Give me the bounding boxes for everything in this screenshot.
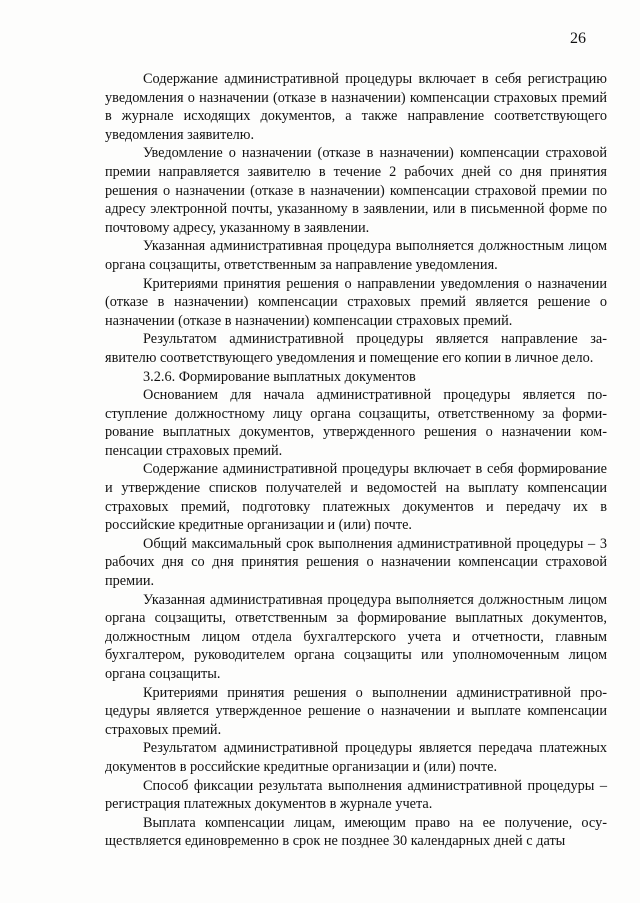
paragraph: Общий максимальный срок выполнения административной процедуры – 3 рабочих дня со дня принятия решения о назначении компенсации страховой премии. bbox=[105, 535, 607, 590]
paragraph: Критериями принятия решения о направлении уведомления о назначении (отказе в назначении) компенсации страховых премий является решение о назначении (отказе в назначении) компенсации страховых премий. bbox=[105, 275, 607, 329]
paragraph: Указанная административная процедура выполняется должностным лицом органа соцзащиты, ответственным за направление уведомления. bbox=[105, 238, 607, 273]
paragraph: Содержание административной процедуры включает в себя формирование и утверждение списков получателей и ведомостей на выплату компенсации страховых премий, подготовку платежных документов и передачу их в российские кредитные организации и (или) почте. bbox=[105, 461, 607, 534]
paragraph: Содержание административной процедуры включает в себя регистрацию уведомления о назначении (отказе в назначении) компенсации страховых премий в журнале исходящих документов, а также направление соответствующего уведомления заявителю. bbox=[105, 71, 607, 143]
paragraph: Критериями принятия решения о выполнении административной процедуры является утвержденное решение о назначении и выплате компенсации страховых премий. bbox=[105, 684, 607, 738]
document-body bbox=[105, 70, 607, 851]
paragraph: Выплата компенсации лицам, имеющим право на ее получение, осуществляется единовременно в срок не позднее 30 календарных дней с даты bbox=[105, 814, 607, 850]
page-number: 26 bbox=[570, 30, 586, 47]
paragraph: Указанная административная процедура выполняется должностным лицом органа соцзащиты, ответственным за формирование выплатных документов, должностным лицом отдела бухгалтерского учета и отчетности, главным бухгалтером, руководителем органа соцзащиты или уполномоченным лицом органа соцзащиты. bbox=[105, 591, 607, 682]
paragraph: Уведомление о назначении (отказе в назначении) компенсации страховой премии направляется заявителю в течение 2 рабочих дней со дня принятия решения о назначении (отказе в назначении) компенсации страховой премии по адресу электронной почты, указанному в заявлении, или в письменной форме по почтовому адресу, указанному в заявлении. bbox=[105, 145, 607, 236]
paragraph: Результатом административной процедуры является передача платежных документов в российские кредитные организации и (или) почте. bbox=[105, 740, 607, 775]
paragraph: Основанием для начала административной процедуры является поступление должностному лицу органа соцзащиты, ответственному за формирование выплатных документов, утвержденного решения о назначении компенсации страховых премий. bbox=[105, 387, 607, 459]
paragraph: Результатом административной процедуры является направление заявителю соответствующего уведомления и помещение его копии в личное дело. bbox=[105, 331, 607, 366]
section-heading: 3.2.6. Формирование выплатных документов bbox=[143, 368, 416, 385]
paragraph: Способ фиксации результата выполнения административной процедуры – регистрация платежных документов в журнале учета. bbox=[105, 777, 607, 813]
